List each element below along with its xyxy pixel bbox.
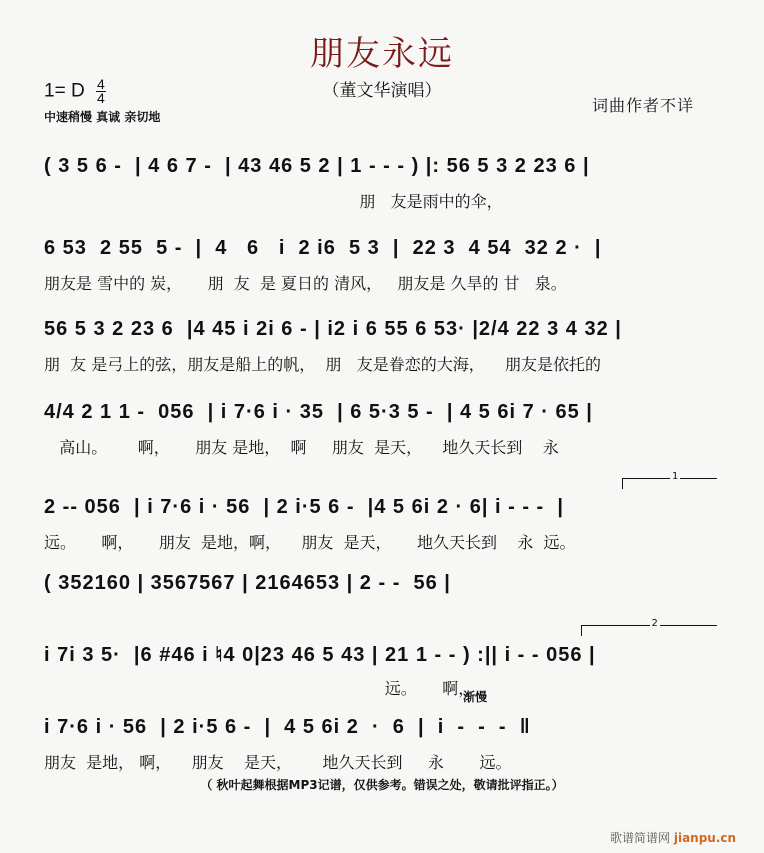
- ritardando-mark: 渐慢: [463, 690, 488, 704]
- notes: 4/4 2 1 1 - 056 | i 7·6 i · 35 | 6 5·3 5 - | 4 5 6i 7 · 65 |: [44, 401, 593, 423]
- lyrics: 朋 友 是弓上的弦，朋友是船上的帆， 朋 友是眷恋的大海， 朋友是依托的: [44, 355, 602, 374]
- lyrics: 远。 啊， 朋友 是地，啊， 朋友 是天， 地久天长到 永 远。: [44, 533, 576, 552]
- notes: ( 352160 | 3567567 | 2164653 | 2 - - 56 |: [44, 572, 451, 594]
- notes: 6 53 2 55 5 - | 4 6 i 2 i6 5 3 | 22 3 4 54 32 2 · |: [44, 237, 602, 259]
- credit: 词曲作者不详: [592, 96, 695, 115]
- volta-2: 2: [581, 625, 717, 636]
- performer: （董文华演唱）: [322, 81, 442, 101]
- notes: 2 -- 056 | i 7·6 i · 56 | 2 i·5 6 - |4 5 6i 2 · 6| i - - - |: [44, 496, 564, 518]
- notes: 56 5 3 2 23 6 |4 45 i 2i 6 - | i2 i 6 55 6 53· |2/4 22 3 4 32 |: [44, 318, 622, 340]
- song-title: 朋友永远: [310, 34, 454, 74]
- notes: i 7i 3 5· |6 #46 i ♮4 0|23 46 5 43 | 21 1 - - ) :|| i - - 056 |: [44, 644, 596, 666]
- watermark-brand: jianpu.cn: [673, 831, 737, 845]
- lyrics: 朋友 是地， 啊， 朋友 是天， 地久天长到 永 远。: [44, 753, 512, 772]
- lyrics: 朋 友是雨中的伞，: [44, 192, 503, 211]
- transcription-note: （ 秋叶起舞根据MP3记谱，仅供参考。错误之处，敬请批评指正。）: [200, 778, 564, 792]
- key-label: 1= D: [44, 80, 85, 102]
- lyrics: 高山。 啊， 朋友 是地， 啊 朋友 是天， 地久天长到 永: [44, 438, 559, 457]
- time-signature: $\frac{4}{4}$: [97, 76, 105, 106]
- key-signature: [44, 78, 106, 105]
- volta-1: 1: [622, 478, 717, 489]
- lyrics: 朋友是 雪中的 炭， 朋 友 是 夏日的 清风， 朋友是 久旱的 甘 泉。: [44, 274, 567, 293]
- lyrics: 远。 啊，: [44, 679, 475, 698]
- tempo-marking: 中速稍慢 真诚 亲切地: [44, 110, 161, 124]
- watermark: 歌谱简谱网 jianpu.cn: [610, 831, 737, 845]
- notes: ( 3 5 6 - | 4 6 7 - | 43 46 5 2 | 1 - - - ) |: 56 5 3 2 23 6 |: [44, 155, 590, 177]
- notes: i 7·6 i · 56 | 2 i·5 6 - | 4 5 6i 2 · 6 | i - - - ‖: [44, 716, 531, 738]
